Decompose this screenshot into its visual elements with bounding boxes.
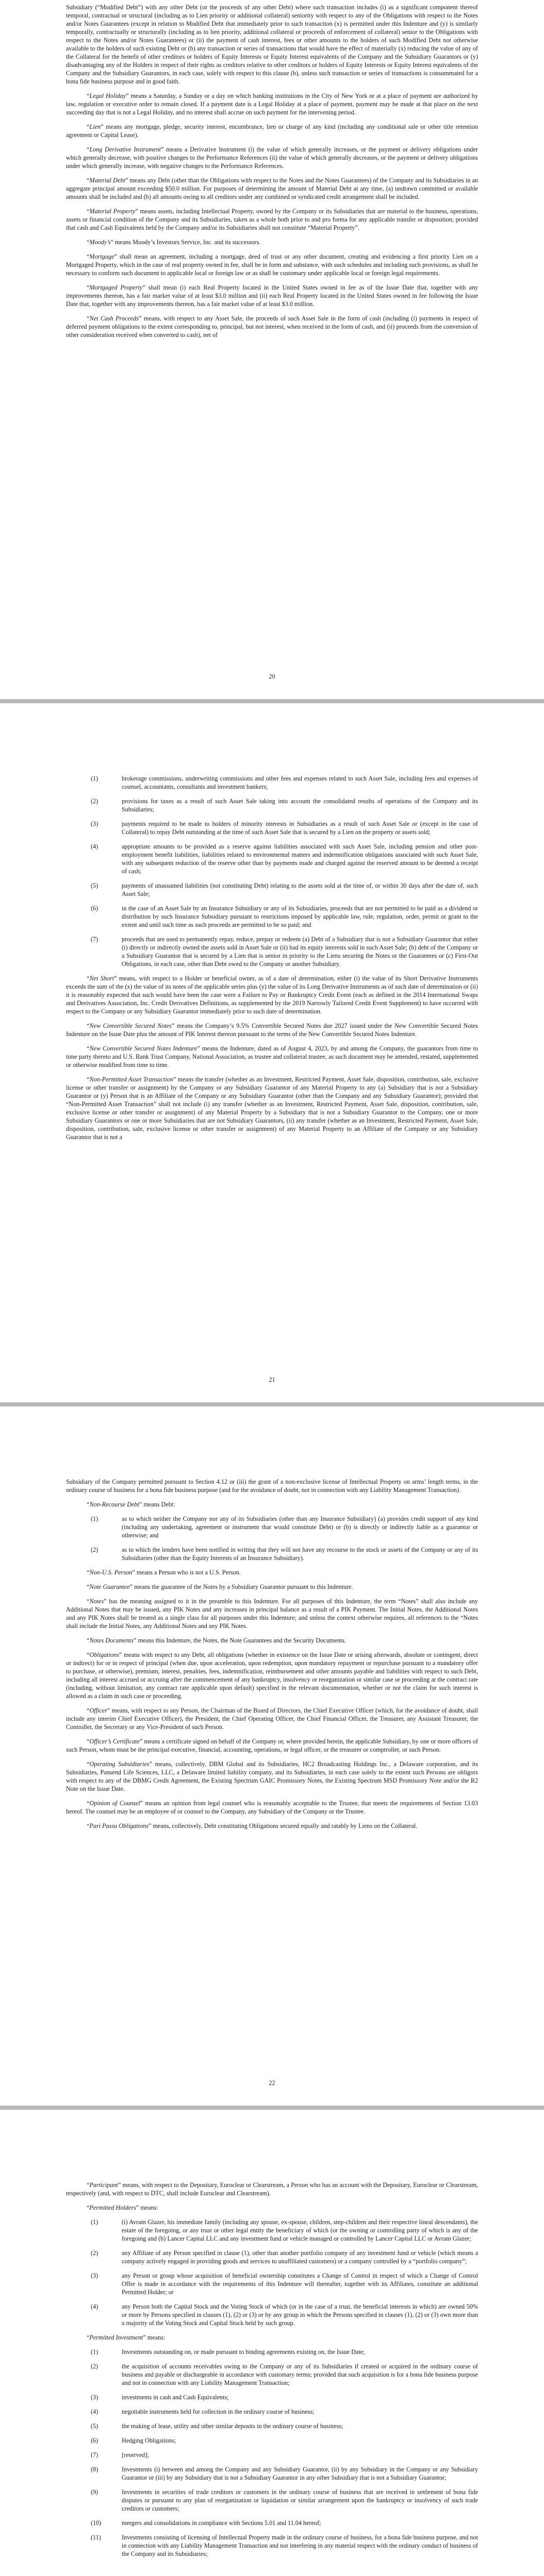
item-text: Investments consisting of licensing of Intellectual Property made in the ordinary course of business, for a bona fide business purpose, and not in connection with any Liability Management Transaction and not interfering in any material respect with the ordinary conduct of business of the Company and its Subsidiaries; [122, 2534, 478, 2557]
definition-text: means, collectively, Debt constituting Obligations secured equally and ratably by Liens on the Collateral. [151, 1822, 418, 1829]
item-text: appropriate amounts to be provided as a reserve against liabilities associated with such Asset Sale, including pension and other post-employment benefit liabilities, liabilities related to environmental matters and indemnification obligations associated with such Asset Sale, with any subsequent reduction of the reserve other than by payments made and charged against the reserved amount to be deemed a receipt of cash; [122, 843, 478, 875]
item-number: (5) [91, 2422, 98, 2430]
document-page-21 [0, 703, 544, 1402]
list-item [66, 2348, 478, 2356]
item-text: payments required to be made to holders of minority interests in Subsidiaries as a result of such Asset Sale or (except in the case of Collateral) to repay Debt outstanding at the time of such Asset Sale that is secured by a Lien on the property or assets sold; [122, 820, 478, 836]
item-text: in the case of an Asset Sale by an Insurance Subsidiary or any of its Subsidiaries, proceeds that are not permitted to be paid as a dividend or distribution by such Insurance Subsidiary pursuant to restrictions imposed by applicable law, rule, regulation, order, permit or grant to the extent and until such time as such proceeds are permitted to be so paid; and [122, 905, 478, 928]
definition-notes: “Notes” has the meaning assigned to it in the preamble to this Indenture. For all purposes of this Indenture, the term “Notes” shall also include any Additional Notes that may be issued, any PIK Notes and any increases in principal balance as a result of a PIK Payment. The Initial Notes, the Additional Notes and any PIK Notes shall be treated as a single class for all purposes under this Indenture; and unless the context otherwise requires, all references to the “Notes shall include the Initial Notes, any Additional Notes and any PIK Notes. [66, 1598, 478, 1630]
definitions-list-page-21 [66, 974, 478, 1141]
document-page-20 [0, 0, 544, 699]
list-item [66, 820, 478, 836]
defined-term: Material Property [89, 208, 136, 215]
item-number: (3) [91, 820, 98, 827]
item-number: (1) [91, 775, 98, 782]
item-text: proceeds that are used to permanently repay, reduce, prepay or redeem (a) Debt of a Subsidiary that is not a Subsidiary Guarantor that either (i) directly or indirectly owned the assets sold in Asset Sale or (ii) had its equity interests sold in such Asset Sale; (b) debt of the Company or a Subsidiary Guarantor that is secured by a Lien that is senior in priority to the Liens securing the Notes or the Guarantees or (c) First-Out Obligations, in each case, other than Debt owed to the Company or another Subsidiary. [122, 936, 478, 968]
item-number: (4) [91, 2408, 98, 2415]
document-page-22 [0, 1406, 544, 2106]
defined-term: Long Derivative Instrument [89, 146, 161, 153]
defined-term: Permitted Investment [89, 2334, 143, 2341]
definition-text: means a Derivative Instrument (i) the value of which generally increases, or the payment or delivery obligations under which generally decrease, with positive changes to the Performance References (ii) the value of which generally decreases, or the payment or delivery obligations under which generally increase, with negative changes to the Performance References. [66, 146, 478, 170]
item-text: negotiable instruments held for collection in the ordinary course of business; [122, 2408, 315, 2415]
defined-term: Notes Documents [89, 1637, 134, 1644]
item-number: (7) [91, 936, 98, 943]
item-number: (10) [91, 2519, 102, 2527]
list-item [66, 2302, 478, 2327]
definition-net-cash-proceeds: “Net Cash Proceeds” means, with respect to any Asset Sale, the proceeds of such Asset Sale in the form of cash (including (i) payments in respect of deferred payment obligations to the extent corresponding to, principal, but not interest, when received in the form of cash, and (ii) proceeds from the conversion of other consideration received when converted to cash), net of [66, 315, 478, 338]
definition-text: means the Indenture, dated as of August 4, 2023, by and among the Company, the guarantors from time to time party thereto and U.S. Bank Trust Company, National Association, as trustee and collateral trustee, as such document may be amended, restated, supplemented or otherwise modified from time to time. [66, 1045, 478, 1069]
page-number: 20 [269, 673, 275, 680]
definition-note-guarantee: “Note Guarantee” means the guarantee of the Notes by a Subsidiary Guarantor pursuant to this Indenture. [87, 1583, 353, 1590]
item-number: (1) [91, 1515, 98, 1522]
definition-non-recourse-debt: “Non-Recourse Debt” means Debt: [87, 1501, 175, 1508]
item-number: (9) [91, 2488, 98, 2496]
definition-text: means, collectively, DBM Global and its Subsidiaries, HC2 Broadcasting Holdings Inc., a Delaware corporation, and its Subsidiaries, Pansend Life Sciences, LLC, a Delaware limited liability company, and its Subsidiaries, in each case solely to the extent such Persons are obligors with respect to any of the DBMG Credit Agreement, the Existing Spectrum GAIC Promissory Notes, the Existing Spectrum MSD Promissory Note and/or the R2 Note on the Issue Date. [66, 1760, 478, 1792]
list-item [66, 2533, 478, 2558]
definition-text: means: [145, 2334, 166, 2341]
definition-text: shall mean (i) each Real Property located in the United States owned in fee as of the Issue Date that, together with any improvements thereon, has a fair market value of at least $3.0 million and (ii) each Real Property located in the United States owned in fee following the Issue Date that, together with any improvements thereon, has a fair market value of at least $3.0 million. [66, 284, 479, 308]
list-item [66, 2519, 478, 2527]
item-text: Hedging Obligations; [122, 2437, 176, 2444]
item-number: (8) [91, 2466, 98, 2473]
defined-term: Officer’s Certificate [89, 1738, 140, 1745]
list-item [66, 2422, 478, 2430]
item-text: as to which the lenders have been notified in writing that they will not have any recourse to the stock or assets of the Company or any of its Subsidiaries (other than the Equity Interests of an Insurance Subsidiary). [122, 1546, 478, 1562]
definition-text: means an opinion from legal counsel who is reasonably acceptable to the Trustee, that meets the requirements of Section 13.03 hereof. The counsel may be an employee of or counsel to the Company, any Subsidiary of the Company or the Trustee. [66, 1800, 478, 1815]
definitions-list-page-22 [66, 1568, 478, 1830]
definition-net-short: “Net Short” means, with respect to a Holder or beneficial owner, as of a date of determination, either (i) the value of its Short Derivative Instruments exceeds the sum of the (x) the value of its notes of the applicable series plus (y) the value of its Long Derivative Instruments as of such date of determination or (ii) it is reasonably expected that such would have been the case were a Failure to Pay or Bankruptcy Credit Event (each as defined in the 2014 International Swaps and Derivatives Association, Inc. Credit Derivatives Definitions, as supplemented by the 2019 Narrowly Tailored Credit Event Supplement) to have occurred with respect to the Company or any Subsidiary Guarantor immediately prior to such date of determination. [66, 975, 478, 1015]
definition-text: means with respect to any Debt, all obligations (whether in existence on the Issue Date or arising afterwards, absolute or contingent, direct or indirect) for or in respect of principal (when due, upon acceleration, upon redemption, upon mandatory repayment or repurchase pursuant to a mandatory offer to purchase, or otherwise), premium, interest, penalties, fees, indemnification, reimbursement and other amounts payable and liabilities with respect to such Debt, including all interest accrued or accruing after the commencement of any bankruptcy, insolvency or reorganization or similar case or proceeding at the contract rate (including, without limitation, any contract rate applicable upon default) specified in the relevant documentation, whether or not the claim for such interest is allowed as a claim in such case or proceeding. [66, 1651, 478, 1700]
defined-term: New Convertible Secured Notes [89, 1022, 172, 1029]
item-text: Investments in securities of trade creditors or customers in the ordinary course of business that are received in settlement of bona fide disputes or pursuant to any plan of reorganization or liquidation or similar arrangement upon the bankruptcy or insolvency of such trade creditors or customers; [122, 2488, 478, 2512]
list-item [66, 774, 478, 791]
defined-term: Non-Permitted Asset Transaction [89, 1076, 173, 1083]
item-number: (2) [91, 2249, 98, 2257]
defined-term: Operating Subsidiaries [89, 1760, 150, 1768]
definition-text: means any Debt (other than the Obligations with respect to the Notes and the Notes Guarantees) of the Company and its Subsidiaries in an aggregate principal amount exceeding $50.0 million. For purposes of determining the amount of Material Debt at any time, (a) undrawn committed or available amounts shall be included and (b) all amounts owing to all creditors under any combined or syndicated credit arrangement shall be included. [66, 177, 479, 200]
item-text: investments in cash and Cash Equivalents; [122, 2394, 229, 2401]
item-number: (6) [91, 905, 98, 912]
definition-material-property: “Material Property” means assets, including Intellectual Property, owned by the Company or its Subsidiaries that are material to the business, operations, assets or financial condition of the Company and its Subsidiaries, taken as a whole both prior to and pro forma for any applicable transfer or disposition; provided that cash and Cash Equivalents held by the Company and/or its Subsidiaries shall not constitute “Material Property”. [66, 208, 478, 231]
definition-notes-documents: “Notes Documents” means this Indenture, the Notes, the Note Guarantees and the Security Documents. [87, 1637, 346, 1644]
list-item [66, 2393, 478, 2401]
item-number: (4) [91, 2303, 98, 2310]
item-text: (i) Avram Glazer, his immediate family (including any spouse, ex-spouse, children, step-children and their respective lineal descendants), the estate of the foregoing, or any trust or other legal entity the beneficiary of which (or the owning or controlling party of which is any of the foregoing and (b) Lancer Capital LLC and any investment fund or vehicle managed or controlled by Lancer Capital LLC or Avram Glazer; [122, 2218, 478, 2242]
list-item [66, 1515, 478, 1539]
defined-term: Non-Recourse Debt [89, 1501, 139, 1508]
defined-term: Legal Holiday [89, 92, 126, 99]
definition-moodys: “Moody’s” means Moody’s Investors Service, Inc. and its successors. [87, 239, 261, 246]
item-text: as to which neither the Company nor any of its Subsidiaries (other than any Insurance Subsidiary) (a) provides credit support of any kind (including any undertaking, agreement or instrument that would constitute Debt) or (b) is directly or indirectly liable as a guarantor or otherwise; and [122, 1515, 478, 1539]
defined-term: Mortgaged Property [89, 284, 143, 291]
paragraph-modified-debt: Subsidiary (“Modified Debt”) with any other Debt (or the proceeds of any other Debt) where such transaction includes (i) as a significant component thereof temporal, contractual or structural (including as to Lien priority or additional collateral) seniority with respect to any of the Obligations with respect to the Notes and/or Notes Guarantees (except in relation to Modified Debt that immediately prior to such transaction (x) is permitted under this Indenture and (y) is similarly temporally, contractually or structurally (including as to lien priority, additional collateral or proceeds of enforcement of collateral) senior to the Obligations with respect to the Notes and/or Notes Guarantees) or (ii) the payment of cash interest, fees or other amounts to the holders of such Modified Debt not otherwise available to the holders of such existing Debt or (b) any transaction or series of transactions that would have the effect of materially (x) reducing the value of any of the Collateral for the benefit of other creditors or holders of Equity Interests or Equity Interest equivalents of the Company and the Subsidiary Guarantors or (y) disadvantaging any of the Holders in respect of their rights as creditors relative to other creditors or holders of Equity Interests or Equity Interest equivalents of the Company and the Subsidiary Guarantors, in each case, solely with respect to this clause (b), unless such transaction or series of transactions is consummated for a bona fide business purpose and in good faith. [66, 4, 478, 85]
defined-term: Moody’s [89, 239, 111, 246]
list-item [66, 797, 478, 814]
definitions-list-page-20 [66, 92, 478, 339]
item-number: (1) [91, 2348, 98, 2355]
definition-text: means, with respect to any Asset Sale, the proceeds of such Asset Sale in the form of cash (including (i) payments in respect of deferred payment obligations to the extent corresponding to, principal, but not interest, when received in the form of cash, and (ii) proceeds from the conversion of other consideration received when converted to cash), net of [66, 315, 478, 338]
list-item [66, 2488, 478, 2513]
definition-text: means Moody’s Investors Service, Inc. and its successors. [113, 239, 261, 246]
defined-term: Lien [89, 123, 101, 130]
definition-officers-certificate: “Officer’s Certificate” means a certificate signed on behalf of the Company or, where provided herein, the applicable Subsidiary, by one or more officers of such Person, whom must be the principal executive, financial, accounting, operations, or legal officer, or the treasurer or comptroller, or such Person. [66, 1738, 479, 1753]
definition-text: means this Indenture, the Notes, the Note Guarantees and the Security Documents. [136, 1637, 346, 1644]
defined-term: Net Cash Proceeds [89, 315, 139, 322]
list-item [66, 935, 478, 968]
definition-text: means Debt: [142, 1501, 175, 1508]
item-text: the making of lease, utility and other similar deposits in the ordinary course of business; [122, 2422, 343, 2430]
definition-opinion-of-counsel: “Opinion of Counsel” means an opinion from legal counsel who is reasonably acceptable to the Trustee, that meets the requirements of Section 13.03 hereof. The counsel may be an employee of or counsel to the Company, any Subsidiary of the Company or the Trustee. [66, 1800, 478, 1815]
definition-officer: “Officer” means, with respect to any Person, the Chairman of the Board of Directors, the Chief Executive Officer (which, for the avoidance of doubt, shall include any interim Chief Executive Officer), the President, the Chief Operating Officer, the Chief Financial Officer, the Treasurer, any Assistant Treasurer, the Controller, the Secretary or any Vice-President of such Person. [66, 1707, 478, 1731]
item-number: (4) [91, 843, 98, 850]
list-item [66, 2249, 478, 2265]
definition-permitted-investment: “Permitted Investment” means: [87, 2334, 166, 2341]
item-text: any Person or group whose acquisition of beneficial ownership constitutes a Change of Control in respect of which a Change of Control Offer is made in accordance with the requirements of this Indenture will thereafter, together with its Affiliates, constitute an additional Permitted Holder; or [122, 2272, 478, 2296]
item-text: brokerage commissions, underwriting commissions and other fees and expenses related to such Asset Sale, including fees and expenses of counsel, accountants, consultants and investment bankers; [122, 775, 478, 790]
list-item [66, 2408, 478, 2416]
defined-term: Officer [89, 1707, 107, 1714]
net-cash-proceeds-items [66, 774, 478, 968]
item-text: any Person both the Capital Stock and the Voting Stock of which (or in the case of a trust, the beneficial interests in which) are owned 50% or more by Persons specified in clauses (1), (2) or (3) or by any group in which the Persons specified in clauses (1), (2) or (3) own more than a majority of the Voting Stock and Capital Stock held by such group. [122, 2303, 478, 2327]
item-text: Investments outstanding on, or made pursuant to binding agreements existing on, the Issue Date; [122, 2348, 365, 2355]
page-number: 22 [269, 2079, 275, 2087]
definition-text: means: [139, 2204, 158, 2211]
definition-non-permitted-asset-transaction: “Non-Permitted Asset Transaction” means the transfer (whether as an Investment, Restricted Payment, Asset Sale, disposition, contribution, sale, exclusive license or other transfer or assignment) by the Company or any Subsidiary Guarantor of any Material Property to any (a) Subsidiary that is not a Subsidiary Guarantor or (y) Person that is an Affiliate of the Company or any Subsidiary Guarantor (other than the Company and any Subsidiary Guarantor); provided that “Non-Permitted Asset Transaction” shall not include (i) any transfer (whether as an Investment, Restricted Payment, Asset Sale, disposition, contribution, sale, exclusive license or other transfer or assignment) of any Material Property by a Subsidiary that is not a Subsidiary Guarantor to the Company, one or more Subsidiary Guarantors or one or more Subsidiaries that are not Subsidiary Guarantors, (ii) any transfer (whether as an Investment, Restricted Payment, Asset Sale, disposition, contribution, sale, exclusive license or other transfer or assignment) of any Material Property to an Affiliate of the Company or any Subsidiary Guarantor that is not a [66, 1076, 478, 1141]
item-text: payments of unassumed liabilities (not constituting Debt) relating to the assets sold at the time of, or within 30 days after the date of, such Asset Sale; [122, 882, 478, 897]
list-item [66, 882, 478, 898]
definition-text: means assets, including Intellectual Property, owned by the Company or its Subsidiaries that are material to the business, operations, assets or financial condition of the Company and its Subsidiaries, taken as a whole both prior to and pro forma for any applicable transfer or disposition; provided that cash and Cash Equivalents held by the Company and/or its Subsidiaries shall not constitute “Material Property”. [66, 208, 478, 231]
definition-text: shall mean an agreement, including a mortgage, deed of trust or any other document, creating and evidencing a first priority Lien on a Mortgaged Property, which in the case of real property owned in fee, shall be in form and substance, with such schedules and including such provisions, as shall be necessary to conform such document to applicable local or foreign law or as shall be customary under applicable local or foreign legal requirements. [66, 253, 478, 277]
definition-new-convertible-secured-notes: “New Convertible Secured Notes” means the Company’s 9.5% Convertible Secured Notes due 2027 issued under the New Convertible Secured Notes Indenture on the Issue Date plus the amount of PIK Interest thereon pursuant to the terms of the New Convertible Secured Notes Indenture. [66, 1022, 478, 1038]
definition-new-convertible-secured-notes-indenture: “New Convertible Secured Notes Indenture” means the Indenture, dated as of August 4, 2023, by and among the Company, the guarantors from time to time party thereto and U.S. Bank Trust Company, National Association, as trustee and collateral trustee, as such document may be amended, restated, supplemented or otherwise modified from time to time. [66, 1045, 478, 1069]
definition-permitted-holders: “Permitted Holders” means: [87, 2204, 158, 2211]
definition-text: means the guarantee of the Notes by a Subsidiary Guarantor pursuant to this Indenture. [133, 1583, 353, 1590]
definition-mortgaged-property: “Mortgaged Property” shall mean (i) each Real Property located in the United States owned in fee as of the Issue Date that, together with any improvements thereon, has a fair market value of at least $3.0 million and (ii) each Real Property located in the United States owned in fee following the Issue Date that, together with any improvements thereon, has a fair market value of at least $3.0 million. [66, 284, 479, 308]
definition-lien: “Lien” means any mortgage, pledge, security interest, encumbrance, lien or charge of any kind (including any conditional sale or other title retention agreement or Capital Lease). [66, 123, 478, 139]
item-text: mergers and consolidations in compliance with Sections 5.01 and 11.04 hereof; [122, 2519, 321, 2527]
definition-text: means a Saturday, a Sunday or a day on which banking institutions in the City of New York or at a place of payment are authorized by law, regulation or executive order to remain closed. If a payment date is a Legal Holiday at a place of payment, payment may be made at that place on the next succeeding day that is not a Legal Holiday, and no interest shall accrue on such payment for the intervening period. [66, 92, 478, 116]
definition-material-debt: “Material Debt” means any Debt (other than the Obligations with respect to the Notes and the Notes Guarantees) of the Company and its Subsidiaries in an aggregate principal amount exceeding $50.0 million. For purposes of determining the amount of Material Debt at any time, (a) undrawn committed or available amounts shall be included and (b) all amounts owing to all creditors under any combined or syndicated credit arrangement shall be included. [66, 177, 479, 200]
item-number: (6) [91, 2437, 98, 2444]
paragraph-continued: Subsidiary of the Company permitted pursuant to Section 4.12 or (iii) the grant of a non-exclusive license of Intellectual Property on arms’ length terms, in the ordinary course of business for a bona fide business purpose (and for the avoidance of doubt, not in connection with any Liability Management Transaction). [66, 1478, 478, 1494]
item-number: (3) [91, 2272, 98, 2279]
list-item [66, 2218, 478, 2243]
definition-long-derivative-instrument: “Long Derivative Instrument” means a Derivative Instrument (i) the value of which generally increases, or the payment or delivery obligations under which generally decrease, with positive changes to the Performance References (ii) the value of which generally decreases, or the payment or delivery obligations under which generally increase, with negative changes to the Performance References. [66, 146, 478, 170]
definition-text: means a Person who is not a U.S. Person. [135, 1569, 241, 1576]
list-item [66, 2436, 478, 2445]
item-number: (5) [91, 882, 98, 889]
list-item [66, 842, 478, 875]
item-number: (2) [91, 1546, 98, 1553]
list-item [66, 904, 478, 929]
item-text: provisions for taxes as a result of such Asset Sale taking into account the consolidated results of operations of the Company and its Subsidiaries; [122, 798, 478, 813]
definition-participant: “Participant” means, with respect to the Depositary, Euroclear or Clearstream, a Person who has an account with the Depositary, Euroclear or Clearstream, respectively (and, with respect to DTC, shall include Euroclear and Clearstream). [66, 2181, 478, 2197]
defined-term: New Convertible Secured Notes Indenture [89, 1045, 197, 1052]
definition-operating-subsidiaries: “Operating Subsidiaries” means, collectively, DBM Global and its Subsidiaries, HC2 Broadcasting Holdings Inc., a Delaware corporation, and its Subsidiaries, Pansend Life Sciences, LLC, a Delaware limited liability company, and its Subsidiaries, in each case solely to the extent such Persons are obligors with respect to any of the DBMG Credit Agreement, the Existing Spectrum GAIC Promissory Notes, the Existing Spectrum MSD Promissory Note and/or the R2 Note on the Issue Date. [66, 1760, 478, 1792]
definition-text: means any mortgage, pledge, security interest, encumbrance, lien or charge of any kind (including any conditional sale or other title retention agreement or Capital Lease). [66, 123, 478, 139]
definition-text: means the transfer (whether as an Investment, Restricted Payment, Asset Sale, disposition, contribution, sale, exclusive license or other transfer or assignment) by the Company or any Subsidiary Guarantor of any Material Property to any (a) Subsidiary that is not a Subsidiary Guarantor or (y) Person that is an Affiliate of the Company or any Subsidiary Guarantor (other than the Company and any Subsidiary Guarantor); provided that “Non-Permitted Asset Transaction” shall not include (i) any transfer (whether as an Investment, Restricted Payment, Asset Sale, disposition, contribution, sale, exclusive license or other transfer or assignment) of any Material Property by a Subsidiary that is not a Subsidiary Guarantor to the Company, one or more Subsidiary Guarantors or one or more Subsidiaries that are not Subsidiary Guarantors, (ii) any transfer (whether as an Investment, Restricted Payment, Asset Sale, disposition, contribution, sale, exclusive license or other transfer or assignment) of any Material Property to an Affiliate of the Company or any Subsidiary Guarantor that is not a [66, 1076, 478, 1141]
item-text: the acquisition of accounts receivables owing to the Company or any of its Subsidiaries if created or acquired in the ordinary course of business and payable or dischargeable in accordance with customary terms; provided that such acquisition is for a bona fide business purpose and not in connection with any Liability Management Transaction; [122, 2363, 478, 2386]
definition-text: means, with respect to a Holder or beneficial owner, as of a date of determination, either (i) the value of its Short Derivative Instruments exceeds the sum of the (x) the value of its notes of the applicable series plus (y) the value of its Long Derivative Instruments as of such date of determination or (ii) it is reasonably expected that such would have been the case were a Failure to Pay or Bankruptcy Credit Event (each as defined in the 2014 International Swaps and Derivatives Association, Inc. Credit Derivatives Definitions, as supplemented by the 2019 Narrowly Tailored Credit Event Supplement) to have occurred with respect to the Company or any Subsidiary Guarantor immediately prior to such date of determination. [66, 975, 478, 1015]
definition-mortgage: “Mortgage” shall mean an agreement, including a mortgage, deed of trust or any other document, creating and evidencing a first priority Lien on a Mortgaged Property, which in the case of real property owned in fee, shall be in form and substance, with such schedules and including such provisions, as shall be necessary to conform such document to applicable local or foreign law or as shall be customary under applicable local or foreign legal requirements. [66, 253, 478, 277]
definition-legal-holiday: “Legal Holiday” means a Saturday, a Sunday or a day on which banking institutions in the City of New York or at a place of payment are authorized by law, regulation or executive order to remain closed. If a payment date is a Legal Holiday at a place of payment, payment may be made at that place on the next succeeding day that is not a Legal Holiday, and no interest shall accrue on such payment for the intervening period. [66, 92, 478, 116]
item-text: Investments (i) between and among the Company and any Subsidiary Guarantor, (ii) by any Subsidiary in the Company or any Subsidiary Guarantor or (iii) by any Subsidiary that is not a Subsidiary Guarantor in any other Subsidiary that is not a Subsidiary Guarantor; [122, 2466, 478, 2481]
definition-text: means a certificate signed on behalf of the Company or, where provided herein, the applicable Subsidiary, by one or more officers of such Person, whom must be the principal executive, financial, accounting, operations, or legal officer, or the treasurer or comptroller, or such Person. [66, 1738, 479, 1753]
list-item [66, 1546, 478, 1562]
defined-term: Note Guarantee [89, 1583, 130, 1590]
item-number: (11) [91, 2534, 101, 2541]
defined-term: Mortgage [89, 253, 114, 260]
item-number: (3) [91, 2394, 98, 2401]
defined-term: Notes [89, 1598, 104, 1605]
list-item [66, 2451, 478, 2459]
item-text: [reserved]; [122, 2451, 149, 2459]
definition-non-us-person: “Non-U.S. Person” means a Person who is not a U.S. Person. [87, 1569, 241, 1576]
item-text: any Affiliate of any Person specified in clause (1), other than another portfolio company of any investment fund or vehicle (which means a company actively engaged in providing goods and services to unaffiliated customers) or a company controlled by a “portfolio company”; [122, 2249, 478, 2265]
item-number: (2) [91, 798, 98, 805]
definition-text: means the Company’s 9.5% Convertible Secured Notes due 2027 issued under the New Convertible Secured Notes Indenture on the Issue Date plus the amount of PIK Interest thereon pursuant to the terms of the New Convertible Secured Notes Indenture. [66, 1022, 478, 1038]
list-item [66, 2465, 478, 2482]
defined-term: Obligations [89, 1651, 119, 1658]
item-number: (7) [91, 2451, 98, 2459]
definition-text: has the meaning assigned to it in the preamble to this Indenture. For all purposes of this Indenture, the term “Notes” shall also include any Additional Notes that may be issued, any PIK Notes and any increases in principal balance as a result of a PIK Payment. The Initial Notes, the Additional Notes and any PIK Notes shall be treated as a single class for all purposes under this Indenture; and unless the context otherwise requires, all references to the “Notes shall include the Initial Notes, any Additional Notes and any PIK Notes. [66, 1598, 478, 1630]
list-item [66, 2272, 478, 2296]
defined-term: Net Short [89, 975, 114, 982]
page-number: 21 [269, 1376, 275, 1383]
defined-term: Material Debt [89, 177, 125, 184]
definition-pari-passu-obligations: “Pari Passu Obligations” means, collectively, Debt constituting Obligations secured equally and ratably by Liens on the Collateral. [87, 1822, 418, 1829]
defined-term: Pari Passu Obligations [89, 1822, 149, 1829]
definition-obligations: “Obligations” means with respect to any Debt, all obligations (whether in existence on the Issue Date or arising afterwards, absolute or contingent, direct or indirect) for or in respect of principal (when due, upon acceleration, upon redemption, upon mandatory repayment or repurchase pursuant to a mandatory offer to purchase, or otherwise), premium, interest, penalties, fees, indemnification, reimbursement and other amounts payable and liabilities with respect to such Debt, including all interest accrued or accruing after the commencement of any bankruptcy, insolvency or reorganization or similar case or proceeding at the contract rate (including, without limitation, any contract rate applicable upon default) specified in the relevant documentation, whether or not the claim for such interest is allowed as a claim in such case or proceeding. [66, 1651, 478, 1700]
defined-term: Participant [89, 2181, 118, 2189]
defined-term: Opinion of Counsel [89, 1800, 140, 1807]
defined-term: Permitted Holders [89, 2204, 136, 2211]
document-page-23 [0, 2110, 544, 2576]
definition-text: means, with respect to any Person, the Chairman of the Board of Directors, the Chief Executive Officer (which, for the avoidance of doubt, shall include any interim Chief Executive Officer), the President, the Chief Operating Officer, the Chief Financial Officer, the Treasurer, any Assistant Treasurer, the Controller, the Secretary or any Vice-President of such Person. [66, 1707, 478, 1731]
definition-text: means, with respect to the Depositary, Euroclear or Clearstream, a Person who has an account with the Depositary, Euroclear or Clearstream, respectively (and, with respect to DTC, shall include Euroclear and Clearstream). [66, 2181, 478, 2197]
defined-term: Non-U.S. Person [89, 1569, 133, 1576]
item-number: (2) [91, 2363, 98, 2370]
item-number: (1) [91, 2218, 98, 2226]
list-item [66, 2362, 478, 2387]
